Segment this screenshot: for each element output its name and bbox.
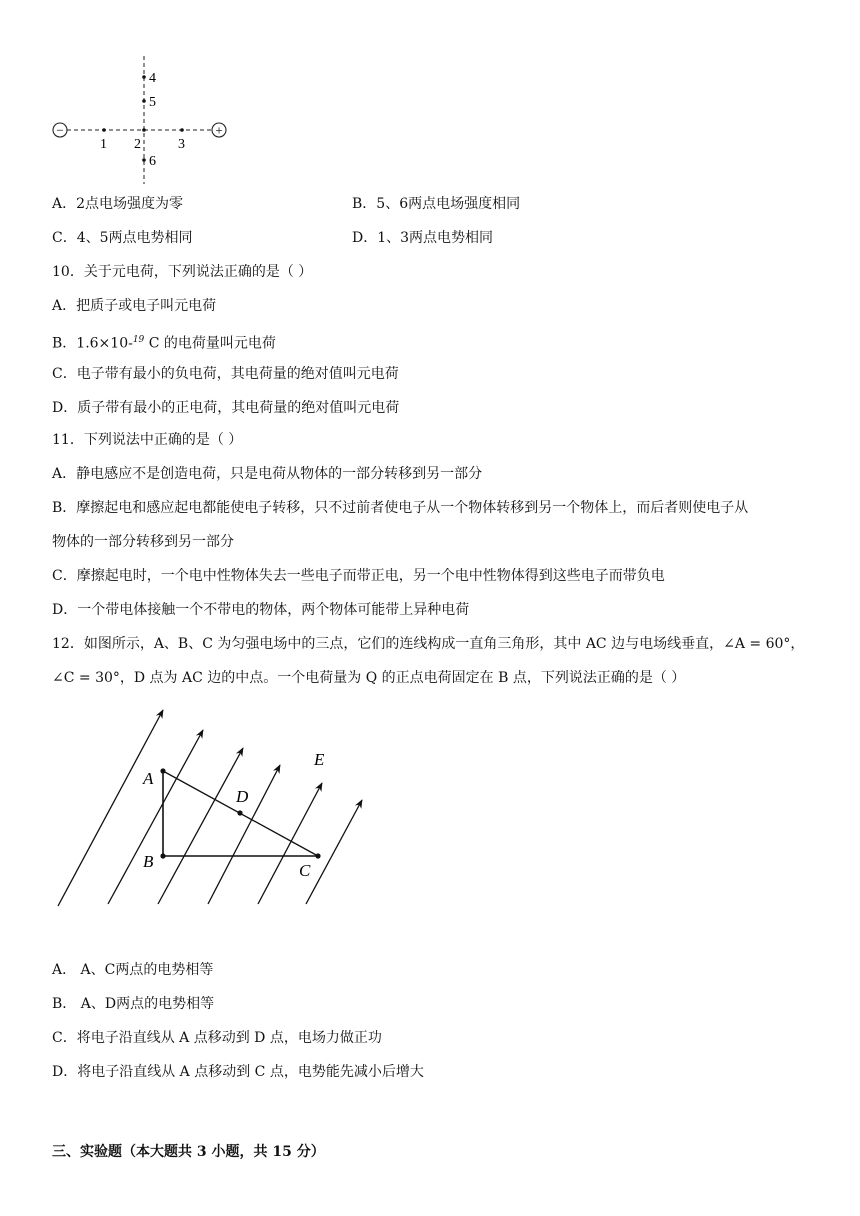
q10-option-b xyxy=(52,330,276,354)
field-line-6 xyxy=(306,800,362,904)
q9-option-a: A．2点电场强度为零 xyxy=(52,196,184,212)
q10-stem: 10．关于元电荷，下列说法正确的是（ ） xyxy=(52,264,313,280)
q10-option-d: D．质子带有最小的正电荷，其电荷量的绝对值叫元电荷 xyxy=(52,400,400,416)
q10-option-b-exponent: 19 xyxy=(132,335,145,345)
label-3: 3 xyxy=(178,137,185,152)
field-line-1 xyxy=(58,710,163,906)
q11-option-b-line1: B．摩擦起电和感应起电都能使电子转移，只不过前者使电子从一个物体转移到另一个物体上，而后者则使电子从 xyxy=(52,500,749,516)
label-4: 4 xyxy=(149,71,156,86)
q11-stem: 11．下列说法中正确的是（ ） xyxy=(52,432,243,448)
q12-option-b: B． A、D两点的电势相等 xyxy=(52,996,215,1012)
point-d xyxy=(237,810,242,815)
label-d: D xyxy=(236,787,249,806)
label-2: 2 xyxy=(134,137,141,152)
label-6: 6 xyxy=(149,154,156,169)
point-6 xyxy=(142,158,146,162)
field-line-5 xyxy=(258,783,322,904)
q12-option-d: D．将电子沿直线从 A 点移动到 C 点，电势能先减小后增大 xyxy=(52,1064,424,1080)
label-b: B xyxy=(143,852,154,871)
field-line-2 xyxy=(108,730,203,904)
label-a: A xyxy=(143,769,154,788)
q11-option-b-line2: 物体的一部分转移到另一部分 xyxy=(52,534,234,550)
q10-option-b-rest: C 的电荷量叫元电荷 xyxy=(144,335,276,352)
q9-option-b: B．5、6两点电场强度相同 xyxy=(352,196,521,212)
q11-option-d: D．一个带电体接触一个不带电的物体，两个物体可能带上异种电荷 xyxy=(52,602,470,618)
q10-option-a: A．把质子或电子叫元电荷 xyxy=(52,298,217,314)
label-1: 1 xyxy=(100,137,107,152)
q9-option-d: D．1、3两点电势相同 xyxy=(352,230,494,246)
q11-option-a: A．静电感应不是创造电荷，只是电荷从物体的一部分转移到另一部分 xyxy=(52,466,483,482)
point-4 xyxy=(142,75,146,79)
minus-sign: − xyxy=(56,122,64,138)
label-e: E xyxy=(314,750,325,769)
point-2 xyxy=(142,128,146,132)
label-5: 5 xyxy=(149,95,156,110)
q12-stem-line2: ∠C = 30°，D 点为 AC 边的中点。一个电荷量为 Q 的正点电荷固定在 B 点，下列说法正确的是（ ） xyxy=(52,670,686,686)
point-3 xyxy=(180,128,184,132)
label-c: C xyxy=(299,861,311,880)
q11-option-c: C．摩擦起电时，一个电中性物体失去一些电子而带正电，另一个电中性物体得到这些电子而带负电 xyxy=(52,568,665,584)
vertex-c xyxy=(315,853,320,858)
q12-option-c: C．将电子沿直线从 A 点移动到 D 点，电场力做正功 xyxy=(52,1030,382,1046)
vertex-b xyxy=(160,853,165,858)
point-1 xyxy=(102,128,106,132)
q12-option-a: A． A、C两点的电势相等 xyxy=(52,962,214,978)
q9-charge-figure xyxy=(48,54,238,186)
field-line-3 xyxy=(158,748,243,904)
q10-option-b-base: B．1.6×10- xyxy=(52,335,133,352)
q12-field-figure xyxy=(50,700,380,915)
q12-stem-line1: 12．如图所示，A、B、C 为匀强电场中的三点，它们的连线构成一直角三角形，其中 AC 边与电场线垂直，∠A = 60°， xyxy=(52,636,805,652)
vertex-a xyxy=(160,768,165,773)
q9-option-c: C．4、5两点电势相同 xyxy=(52,230,193,246)
plus-sign: + xyxy=(215,122,223,138)
point-5 xyxy=(142,99,146,103)
section-3-title: 三、实验题（本大题共 3 小题，共 15 分） xyxy=(52,1144,325,1160)
q10-option-c: C．电子带有最小的负电荷，其电荷量的绝对值叫元电荷 xyxy=(52,366,399,382)
